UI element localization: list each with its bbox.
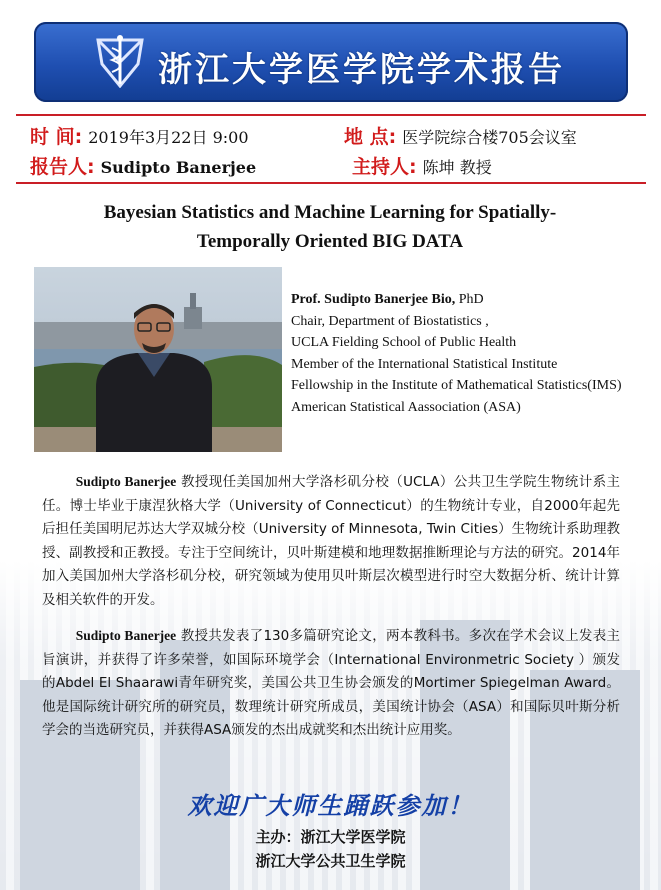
organizer-line1: 主办：浙江大学医学院 xyxy=(255,828,406,846)
bio-degree: PhD xyxy=(455,292,484,307)
achievements-speaker-name: Sudipto Banerjee xyxy=(75,628,177,643)
achievements-paragraph xyxy=(42,624,620,743)
banner-title: 浙江大学医学院学术报告 xyxy=(158,50,565,90)
bio-line: Fellowship in the Institute of Mathematical Statistics(IMS) xyxy=(291,378,622,393)
speaker-photo-illustration xyxy=(34,267,282,452)
speaker-photo xyxy=(34,267,282,452)
bio-line: Member of the International Statistical Institute xyxy=(291,356,558,372)
speaker-label: 报告人: xyxy=(30,156,95,178)
bio-line: Chair, Department of Biostatistics , xyxy=(291,313,489,329)
speaker-row xyxy=(30,152,256,178)
info-bottom-rule xyxy=(16,182,646,184)
speaker-bio xyxy=(291,289,656,418)
time-value: 2019年3月22日 9:00 xyxy=(88,128,249,147)
caduceus-shield-icon xyxy=(94,34,146,88)
bio-line: American Statistical Aassociation (ASA) xyxy=(291,399,521,415)
organizer-line2: 浙江大学公共卫生学院 xyxy=(255,852,406,870)
time-row xyxy=(30,122,249,148)
time-label: 时 间: xyxy=(30,126,83,148)
talk-title xyxy=(40,198,620,256)
bio-line: UCLA Fielding School of Public Health xyxy=(291,335,517,350)
bio-name: Prof. Sudipto Banerjee Bio, xyxy=(291,292,456,307)
info-top-rule xyxy=(16,114,646,116)
place-row xyxy=(344,122,577,148)
header-banner xyxy=(34,22,628,102)
host-value: 陈坤 教授 xyxy=(422,158,492,177)
achievements-text: 教授共发表了130多篇研究论文，两本教科书。多次在学术会议上发表主旨演讲，并获得了许多荣誉，如国际环境学会（International Environmetric Society ）颁发的Abdel El Shaarawi青年研究奖，美国公共卫生协会颁发的Mortimer Spiegelman Award。他是国际统计研究所的研究员，数理统计研究所成员，美国统计协会（ASA）和国际贝叶斯分析学会的当选研究员，并获得ASA颁发的杰出成就奖和杰出统计应用奖。 xyxy=(42,628,620,738)
place-value: 医学院综合楼705会议室 xyxy=(402,128,577,147)
welcome-slogan: 欢迎广大师生踊跃参加！ xyxy=(187,792,474,820)
place-label: 地 点: xyxy=(344,126,397,148)
host-label: 主持人: xyxy=(352,156,417,178)
intro-text: 教授现任美国加州大学洛杉矶分校（UCLA）公共卫生学院生物统计系主任。博士毕业于康涅狄格大学（University of Connecticut）的生物统计专业，自2000年起先后担任美国明尼苏达大学双城分校（University of Minnesota, Twin Cities）生物统计系助理教授、副教授和正教授。专注于空间统计，贝叶斯建模和地理数据推断理论与方法的研究。2014年加入美国加州大学洛杉矶分校，研究领域为使用贝叶斯层次模型进行时空大数据分析、统计计算及相关软件的开发。 xyxy=(42,474,620,608)
intro-paragraph xyxy=(42,470,620,612)
intro-speaker-name: Sudipto Banerjee xyxy=(75,474,177,489)
host-row xyxy=(352,152,492,178)
speaker-value: Sudipto Banerjee xyxy=(100,158,257,177)
talk-title-line2: Temporally Oriented BIG DATA xyxy=(196,231,464,252)
bio-name-line xyxy=(291,289,656,311)
talk-title-line1: Bayesian Statistics and Machine Learning for Spatially- xyxy=(103,202,557,223)
